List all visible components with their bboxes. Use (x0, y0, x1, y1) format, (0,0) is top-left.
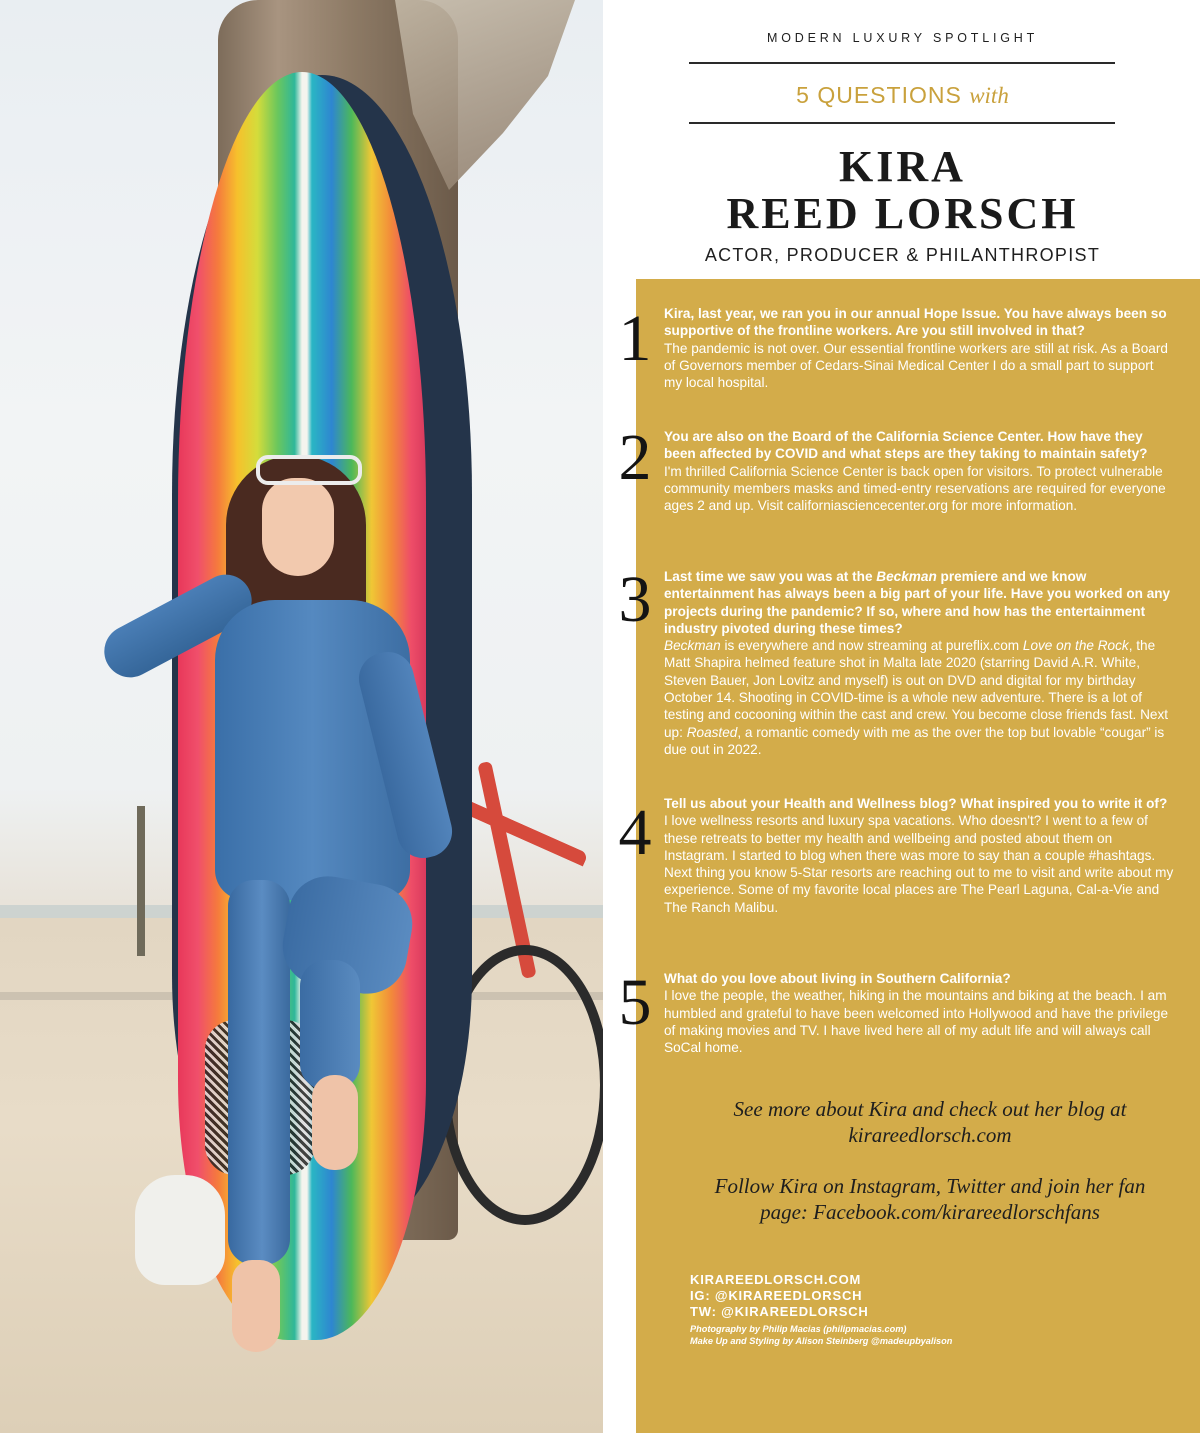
photography-credit: Photography by Philip Macias (philipmacias.com) (690, 1324, 907, 1334)
question-text (664, 568, 1174, 637)
question-text: Tell us about your Health and Wellness blog? What inspired you to write it of? (664, 796, 1168, 811)
answer-film-title: Love on the Rock (1022, 638, 1129, 654)
answer-film-title: Beckman (664, 638, 721, 654)
series-prefix: 5 QUESTIONS (796, 82, 970, 108)
answer-text: I love the people, the weather, hiking in the mountains and biking at the beach. I am humbled and grateful to have been welcomed into Hollywood and have the privilege of making movies and TV. I have lived here all of my adult life and will always call SoCal home. (664, 988, 1169, 1056)
makeup-credit: Make Up and Styling by Alison Steinberg @madeupbyalison (690, 1336, 953, 1346)
person-foot (232, 1260, 280, 1352)
answer-part: , a romantic comedy with me as the over the top but lovable “cougar” is due out in 2022. (664, 724, 1165, 757)
qa-block (664, 305, 1174, 391)
series-with: with (969, 83, 1009, 108)
blog-promo: See more about Kira and check out her blog at kirareedlorsch.com (733, 1097, 1127, 1147)
qa-block (664, 795, 1174, 916)
sneakers (135, 1175, 225, 1285)
question-text: What do you love about living in Southern California? (664, 971, 1011, 986)
answer-text: I'm thrilled California Science Center is back open for visitors. To protect vulnerable community members masks and timed-entry reservations are required for everyone ages 2 and up. Visit californiasciencecenter.org for more information. (664, 463, 1166, 514)
social-links (690, 1272, 869, 1320)
instagram-handle[interactable]: IG: @KIRAREEDLORSCH (690, 1288, 863, 1303)
bottom-rule (689, 122, 1115, 124)
follow-promo: Follow Kira on Instagram, Twitter and join her fan page: Facebook.com/kirareedlorschfans (714, 1174, 1146, 1224)
series-title (690, 82, 1115, 109)
name-last: REED LORSCH (726, 189, 1079, 238)
section-kicker: MODERN LUXURY SPOTLIGHT (767, 31, 1038, 45)
website-link[interactable]: KIRAREEDLORSCH.COM (690, 1272, 862, 1287)
answer-text: The pandemic is not over. Our essential frontline workers are still at risk. As a Board of Governors member of Cedars-Sinai Medical Center I do a small part to support my local hospital. (664, 340, 1168, 391)
qa-block (664, 568, 1174, 758)
question-text: You are also on the Board of the California Science Center. How have they been affected by COVID and what steps are they taking to maintain safety? (664, 429, 1148, 462)
person-leg (228, 880, 290, 1265)
question-number: 2 (618, 421, 652, 494)
twitter-handle[interactable]: TW: @KIRAREEDLORSCH (690, 1304, 869, 1319)
photo-credits (690, 1323, 952, 1347)
question-film-title: Beckman (876, 569, 937, 584)
answer-part: is everywhere and now streaming at pureflix.com (720, 638, 1023, 654)
question-number: 3 (618, 563, 652, 636)
subject-role: ACTOR, PRODUCER & PHILANTHROPIST (704, 245, 1101, 265)
name-first: KIRA (839, 142, 966, 191)
person-face (262, 478, 334, 576)
question-number: 5 (618, 966, 652, 1039)
qa-block (664, 970, 1174, 1056)
answer-text: I love wellness resorts and luxury spa vacations. Who doesn't? I went to a few of these retreats to better my health and wellbeing and posted about them on Instagram. I started to blog when there was more to say than a couple #hashtags. Next thing you know 5-Star resorts are reaching out to me to visit and write about my experience. Some of my favorite local places are The Pearl Laguna, Cal-a-Vie and The Ranch Malibu. (664, 813, 1174, 915)
question-number: 4 (618, 796, 652, 869)
beach-pole (137, 806, 145, 956)
top-rule (689, 62, 1115, 64)
question-number: 1 (618, 302, 652, 375)
answer-film-title: Roasted (686, 724, 738, 740)
question-text: Kira, last year, we ran you in our annual Hope Issue. You have always been so supportive of the frontline workers. Are you still involved in that? (664, 306, 1167, 339)
person-shin (300, 960, 360, 1090)
question-part: premiere and we know entertainment has always been a big part of your life. Have you worked on any projects during the pandemic? If so, where and how has the entertainment industry pivoted during these times? (664, 569, 1171, 636)
answer-part: , the Matt Shapira helmed feature shot in Malta late 2020 (starring David A.R. White, Steven Bauer, Jon Lovitz and myself) is out on DVD and digital for my birthday October 14. Shooting in COVID-time is a whole new adventure. There is a lot of testing and cocooning within the cast and crew. You become close friends fast. Next up: (664, 638, 1169, 740)
question-part: Last time we saw you was at the (664, 569, 877, 584)
qa-block (664, 428, 1174, 514)
sunglasses (256, 455, 362, 485)
answer-text (664, 637, 1174, 758)
person-foot-raised (312, 1075, 358, 1170)
